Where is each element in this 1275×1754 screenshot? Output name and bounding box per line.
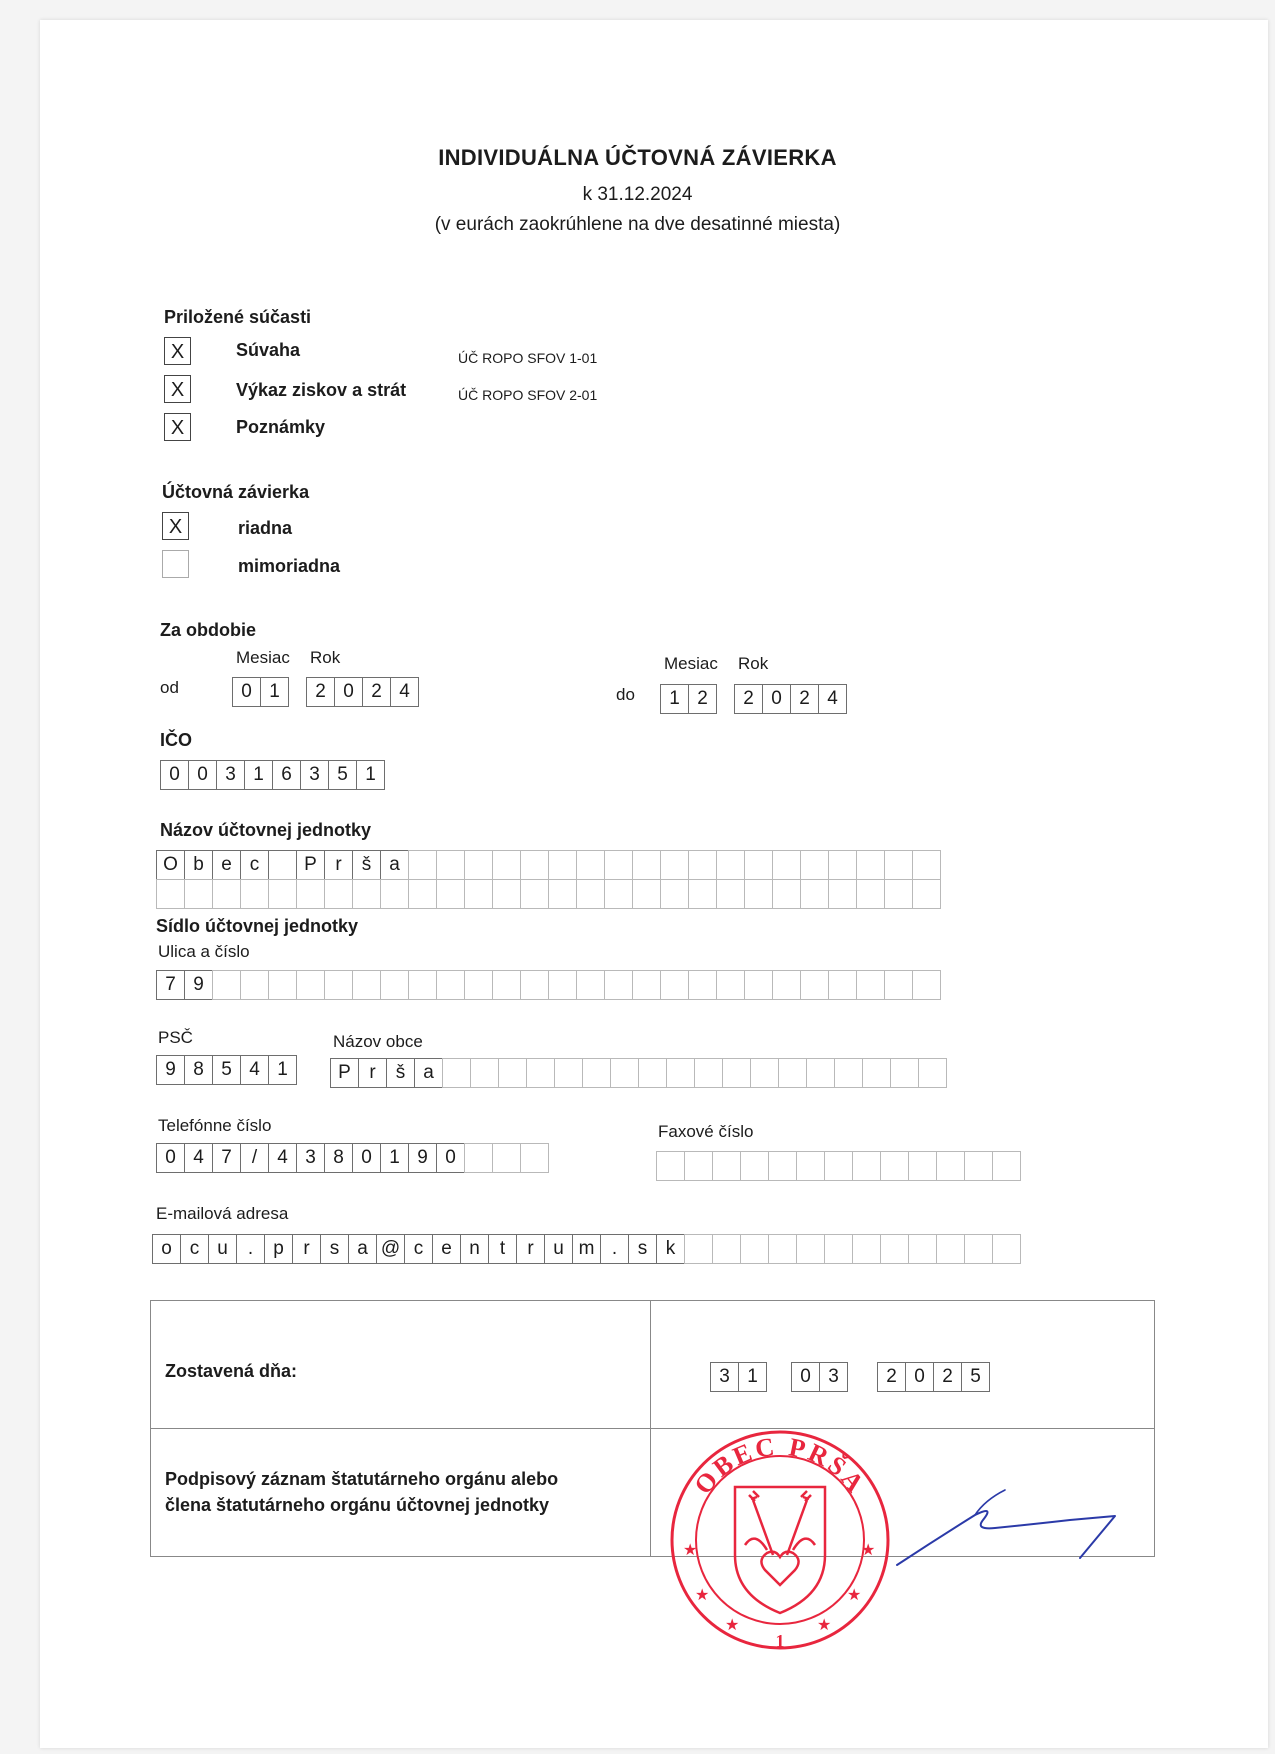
char-cell: 2 bbox=[306, 677, 335, 707]
char-cell bbox=[824, 1234, 853, 1264]
char-cell: 0 bbox=[436, 1143, 465, 1173]
char-cell: p bbox=[264, 1234, 293, 1264]
char-cell bbox=[632, 970, 661, 1000]
char-cell: 0 bbox=[352, 1143, 381, 1173]
char-cell bbox=[296, 970, 325, 1000]
char-cell bbox=[324, 970, 353, 1000]
char-cell bbox=[912, 879, 941, 909]
stamp-ring-text: OBEC PRŠA bbox=[688, 1431, 872, 1500]
char-cell bbox=[796, 1151, 825, 1181]
char-cell: n bbox=[460, 1234, 489, 1264]
char-cell bbox=[464, 1143, 493, 1173]
char-cell: P bbox=[296, 850, 325, 880]
char-cell bbox=[156, 879, 185, 909]
char-cell bbox=[660, 850, 689, 880]
char-cell bbox=[800, 850, 829, 880]
char-cell bbox=[918, 1058, 947, 1088]
char-cell bbox=[554, 1058, 583, 1088]
char-cell bbox=[744, 970, 773, 1000]
char-cell bbox=[352, 879, 381, 909]
handwritten-signature bbox=[895, 1480, 1125, 1570]
char-cell bbox=[828, 850, 857, 880]
char-cell bbox=[964, 1151, 993, 1181]
char-cell: š bbox=[352, 850, 381, 880]
entity-name-row-2 bbox=[156, 879, 941, 909]
document-date: k 31.12.2024 bbox=[582, 184, 693, 205]
char-cell: 5 bbox=[961, 1362, 990, 1392]
period-heading: Za obdobie bbox=[160, 620, 256, 640]
char-cell bbox=[464, 850, 493, 880]
compiled-month-field[interactable] bbox=[791, 1362, 848, 1392]
char-cell bbox=[548, 970, 577, 1000]
svg-text:★: ★ bbox=[847, 1585, 862, 1604]
checkbox-suvaha[interactable]: X bbox=[164, 337, 191, 365]
char-cell: 9 bbox=[156, 1055, 185, 1085]
svg-text:★: ★ bbox=[683, 1540, 698, 1559]
char-cell: e bbox=[212, 850, 241, 880]
attachment-code-vykaz: ÚČ ROPO SFOV 2-01 bbox=[458, 387, 598, 403]
char-cell bbox=[852, 1151, 881, 1181]
char-cell bbox=[268, 850, 297, 880]
char-cell bbox=[436, 879, 465, 909]
char-cell bbox=[772, 970, 801, 1000]
char-cell bbox=[964, 1234, 993, 1264]
char-cell bbox=[492, 970, 521, 1000]
phone-field[interactable] bbox=[156, 1143, 549, 1173]
char-cell: s bbox=[628, 1234, 657, 1264]
char-cell: 0 bbox=[156, 1143, 185, 1173]
char-cell: 2 bbox=[933, 1362, 962, 1392]
signature-record-label: Podpisový záznam štatutárneho orgánu alebo člena štatutárneho orgánu účtovnej jednotky bbox=[165, 1469, 559, 1515]
char-cell bbox=[880, 1234, 909, 1264]
char-cell: / bbox=[240, 1143, 269, 1173]
char-cell bbox=[436, 970, 465, 1000]
char-cell: 0 bbox=[791, 1362, 820, 1392]
char-cell: 3 bbox=[216, 760, 245, 790]
checkbox-mimoriadna[interactable] bbox=[162, 550, 189, 578]
char-cell bbox=[526, 1058, 555, 1088]
char-cell bbox=[408, 879, 437, 909]
email-field[interactable] bbox=[152, 1234, 1021, 1264]
char-cell bbox=[744, 850, 773, 880]
char-cell bbox=[912, 850, 941, 880]
char-cell bbox=[520, 879, 549, 909]
attachment-label-suvaha: Súvaha bbox=[236, 340, 301, 360]
char-cell bbox=[716, 970, 745, 1000]
entity-name-field[interactable] bbox=[156, 850, 941, 909]
email-label: E-mailová adresa bbox=[156, 1204, 289, 1223]
to-label: do bbox=[616, 685, 635, 704]
char-cell bbox=[716, 850, 745, 880]
char-cell bbox=[992, 1234, 1021, 1264]
street-field[interactable] bbox=[156, 970, 941, 1000]
char-cell: b bbox=[184, 850, 213, 880]
svg-text:★: ★ bbox=[817, 1615, 832, 1634]
attachment-label-vykaz: Výkaz ziskov a strát bbox=[236, 380, 407, 400]
char-cell bbox=[884, 879, 913, 909]
to-month-field[interactable] bbox=[660, 684, 717, 714]
char-cell bbox=[684, 1234, 713, 1264]
fax-field[interactable] bbox=[656, 1151, 1021, 1181]
char-cell: 4 bbox=[390, 677, 419, 707]
char-cell: 4 bbox=[240, 1055, 269, 1085]
char-cell: P bbox=[330, 1058, 359, 1088]
char-cell: c bbox=[240, 850, 269, 880]
char-cell: 1 bbox=[260, 677, 289, 707]
char-cell bbox=[268, 970, 297, 1000]
char-cell bbox=[744, 879, 773, 909]
char-cell: r bbox=[292, 1234, 321, 1264]
char-cell bbox=[638, 1058, 667, 1088]
char-cell bbox=[296, 879, 325, 909]
char-cell bbox=[884, 850, 913, 880]
char-cell bbox=[632, 850, 661, 880]
svg-text:★: ★ bbox=[725, 1615, 740, 1634]
char-cell bbox=[880, 1151, 909, 1181]
char-cell bbox=[824, 1151, 853, 1181]
char-cell bbox=[324, 879, 353, 909]
char-cell bbox=[778, 1058, 807, 1088]
char-cell: š bbox=[386, 1058, 415, 1088]
checkbox-riadna[interactable]: X bbox=[162, 512, 189, 540]
char-cell bbox=[856, 879, 885, 909]
to-year-field[interactable] bbox=[734, 684, 847, 714]
phone-label: Telefónne číslo bbox=[158, 1116, 272, 1135]
char-cell bbox=[240, 879, 269, 909]
char-cell: 7 bbox=[156, 970, 185, 1000]
char-cell: c bbox=[404, 1234, 433, 1264]
entity-name-label: Názov účtovnej jednotky bbox=[160, 820, 372, 840]
char-cell: 1 bbox=[660, 684, 689, 714]
char-cell bbox=[806, 1058, 835, 1088]
char-cell bbox=[796, 1234, 825, 1264]
char-cell: . bbox=[600, 1234, 629, 1264]
char-cell bbox=[800, 970, 829, 1000]
char-cell: 0 bbox=[188, 760, 217, 790]
street-label: Ulica a číslo bbox=[158, 942, 250, 961]
char-cell: r bbox=[358, 1058, 387, 1088]
to-month-label: Mesiac bbox=[664, 654, 718, 673]
char-cell bbox=[750, 1058, 779, 1088]
char-cell bbox=[660, 879, 689, 909]
char-cell bbox=[464, 970, 493, 1000]
char-cell bbox=[520, 970, 549, 1000]
char-cell bbox=[800, 879, 829, 909]
char-cell bbox=[604, 970, 633, 1000]
svg-text:★: ★ bbox=[695, 1585, 710, 1604]
char-cell: 5 bbox=[212, 1055, 241, 1085]
char-cell bbox=[380, 970, 409, 1000]
official-stamp bbox=[665, 1425, 895, 1655]
char-cell bbox=[936, 1234, 965, 1264]
char-cell bbox=[576, 850, 605, 880]
char-cell: s bbox=[320, 1234, 349, 1264]
attachment-code-suvaha: ÚČ ROPO SFOV 1-01 bbox=[458, 350, 598, 366]
char-cell: 8 bbox=[184, 1055, 213, 1085]
char-cell: 4 bbox=[818, 684, 847, 714]
coat-of-arms bbox=[735, 1487, 825, 1613]
char-cell bbox=[852, 1234, 881, 1264]
char-cell bbox=[772, 850, 801, 880]
char-cell bbox=[688, 850, 717, 880]
from-month-label: Mesiac bbox=[236, 648, 290, 667]
char-cell bbox=[828, 879, 857, 909]
char-cell: 4 bbox=[184, 1143, 213, 1173]
statement-type-mimoriadna: mimoriadna bbox=[238, 556, 341, 576]
attachment-label-poznamky: Poznámky bbox=[236, 417, 326, 437]
char-cell bbox=[684, 1151, 713, 1181]
from-year-field[interactable] bbox=[306, 677, 419, 707]
char-cell: 8 bbox=[324, 1143, 353, 1173]
char-cell: 2 bbox=[362, 677, 391, 707]
char-cell bbox=[688, 970, 717, 1000]
char-cell bbox=[834, 1058, 863, 1088]
char-cell bbox=[694, 1058, 723, 1088]
char-cell bbox=[660, 970, 689, 1000]
char-cell bbox=[240, 970, 269, 1000]
char-cell bbox=[604, 879, 633, 909]
char-cell bbox=[908, 1151, 937, 1181]
char-cell bbox=[576, 879, 605, 909]
city-field[interactable] bbox=[330, 1058, 947, 1088]
char-cell bbox=[492, 879, 521, 909]
char-cell: 9 bbox=[408, 1143, 437, 1173]
compiled-date-label: Zostavená dňa: bbox=[165, 1361, 298, 1381]
compiled-year-field[interactable] bbox=[877, 1362, 990, 1392]
char-cell bbox=[470, 1058, 499, 1088]
char-cell bbox=[436, 850, 465, 880]
char-cell bbox=[442, 1058, 471, 1088]
attachments-heading: Priložené súčasti bbox=[164, 307, 312, 327]
char-cell: 9 bbox=[184, 970, 213, 1000]
char-cell: @ bbox=[376, 1234, 405, 1264]
char-cell: m bbox=[572, 1234, 601, 1264]
char-cell: r bbox=[324, 850, 353, 880]
char-cell bbox=[740, 1151, 769, 1181]
ico-field[interactable] bbox=[160, 760, 385, 790]
char-cell bbox=[492, 850, 521, 880]
char-cell bbox=[688, 879, 717, 909]
char-cell: 1 bbox=[380, 1143, 409, 1173]
char-cell bbox=[768, 1234, 797, 1264]
units-note: (v eurách zaokrúhlene na dve desatinné miesta) bbox=[434, 214, 841, 235]
char-cell bbox=[548, 879, 577, 909]
char-cell bbox=[492, 1143, 521, 1173]
char-cell bbox=[610, 1058, 639, 1088]
char-cell: 7 bbox=[212, 1143, 241, 1173]
char-cell: 6 bbox=[272, 760, 301, 790]
checkbox-vykaz[interactable]: X bbox=[164, 375, 191, 403]
from-month-field[interactable] bbox=[232, 677, 289, 707]
stamp-graphic bbox=[665, 1425, 895, 1655]
char-cell: 1 bbox=[738, 1362, 767, 1392]
char-cell: 3 bbox=[296, 1143, 325, 1173]
char-cell bbox=[212, 970, 241, 1000]
char-cell: O bbox=[156, 850, 185, 880]
char-cell: a bbox=[414, 1058, 443, 1088]
statement-type-riadna: riadna bbox=[238, 518, 293, 538]
char-cell bbox=[498, 1058, 527, 1088]
city-label: Názov obce bbox=[333, 1032, 423, 1051]
char-cell bbox=[408, 850, 437, 880]
char-cell: 2 bbox=[734, 684, 763, 714]
char-cell bbox=[884, 970, 913, 1000]
char-cell bbox=[908, 1234, 937, 1264]
char-cell bbox=[912, 970, 941, 1000]
char-cell bbox=[740, 1234, 769, 1264]
ico-label: IČO bbox=[160, 730, 193, 750]
checkbox-poznamky[interactable]: X bbox=[164, 413, 191, 441]
document-title: INDIVIDUÁLNA ÚČTOVNÁ ZÁVIERKA bbox=[438, 145, 837, 170]
char-cell bbox=[656, 1151, 685, 1181]
char-cell bbox=[862, 1058, 891, 1088]
char-cell: 0 bbox=[232, 677, 261, 707]
char-cell bbox=[772, 879, 801, 909]
char-cell bbox=[184, 879, 213, 909]
statement-type-heading: Účtovná závierka bbox=[162, 482, 310, 502]
char-cell bbox=[380, 879, 409, 909]
to-year-label: Rok bbox=[738, 654, 769, 673]
char-cell bbox=[548, 850, 577, 880]
char-cell bbox=[856, 970, 885, 1000]
char-cell: 1 bbox=[356, 760, 385, 790]
from-year-label: Rok bbox=[310, 648, 341, 667]
char-cell bbox=[856, 850, 885, 880]
char-cell: 3 bbox=[710, 1362, 739, 1392]
svg-text:★: ★ bbox=[861, 1540, 876, 1559]
char-cell: e bbox=[432, 1234, 461, 1264]
char-cell: u bbox=[208, 1234, 237, 1264]
char-cell: 1 bbox=[244, 760, 273, 790]
char-cell: r bbox=[516, 1234, 545, 1264]
compiled-day-field[interactable] bbox=[710, 1362, 767, 1392]
char-cell bbox=[352, 970, 381, 1000]
char-cell: a bbox=[348, 1234, 377, 1264]
char-cell bbox=[890, 1058, 919, 1088]
char-cell bbox=[712, 1234, 741, 1264]
char-cell bbox=[408, 970, 437, 1000]
char-cell bbox=[582, 1058, 611, 1088]
char-cell: k bbox=[656, 1234, 685, 1264]
char-cell: 0 bbox=[762, 684, 791, 714]
char-cell bbox=[722, 1058, 751, 1088]
psc-label: PSČ bbox=[158, 1028, 193, 1047]
char-cell bbox=[520, 1143, 549, 1173]
char-cell bbox=[716, 879, 745, 909]
from-label: od bbox=[160, 678, 179, 697]
char-cell bbox=[464, 879, 493, 909]
char-cell bbox=[666, 1058, 695, 1088]
char-cell bbox=[520, 850, 549, 880]
char-cell: o bbox=[152, 1234, 181, 1264]
char-cell: 2 bbox=[877, 1362, 906, 1392]
stamp-number: 1 bbox=[775, 1631, 785, 1651]
char-cell: 4 bbox=[268, 1143, 297, 1173]
char-cell: a bbox=[380, 850, 409, 880]
char-cell bbox=[992, 1151, 1021, 1181]
entity-name-row-1 bbox=[156, 850, 941, 880]
char-cell bbox=[576, 970, 605, 1000]
char-cell: 0 bbox=[334, 677, 363, 707]
char-cell bbox=[268, 879, 297, 909]
char-cell bbox=[604, 850, 633, 880]
char-cell: 2 bbox=[688, 684, 717, 714]
char-cell: 5 bbox=[328, 760, 357, 790]
char-cell bbox=[632, 879, 661, 909]
fax-label: Faxové číslo bbox=[658, 1122, 754, 1141]
char-cell: t bbox=[488, 1234, 517, 1264]
char-cell bbox=[212, 879, 241, 909]
char-cell: 0 bbox=[160, 760, 189, 790]
address-heading: Sídlo účtovnej jednotky bbox=[156, 916, 359, 936]
char-cell bbox=[936, 1151, 965, 1181]
char-cell: u bbox=[544, 1234, 573, 1264]
char-cell bbox=[712, 1151, 741, 1181]
char-cell bbox=[828, 970, 857, 1000]
char-cell: 0 bbox=[905, 1362, 934, 1392]
char-cell: 1 bbox=[268, 1055, 297, 1085]
char-cell bbox=[768, 1151, 797, 1181]
char-cell: 2 bbox=[790, 684, 819, 714]
char-cell: 3 bbox=[819, 1362, 848, 1392]
psc-field[interactable] bbox=[156, 1055, 297, 1085]
char-cell: 3 bbox=[300, 760, 329, 790]
char-cell: . bbox=[236, 1234, 265, 1264]
char-cell: c bbox=[180, 1234, 209, 1264]
